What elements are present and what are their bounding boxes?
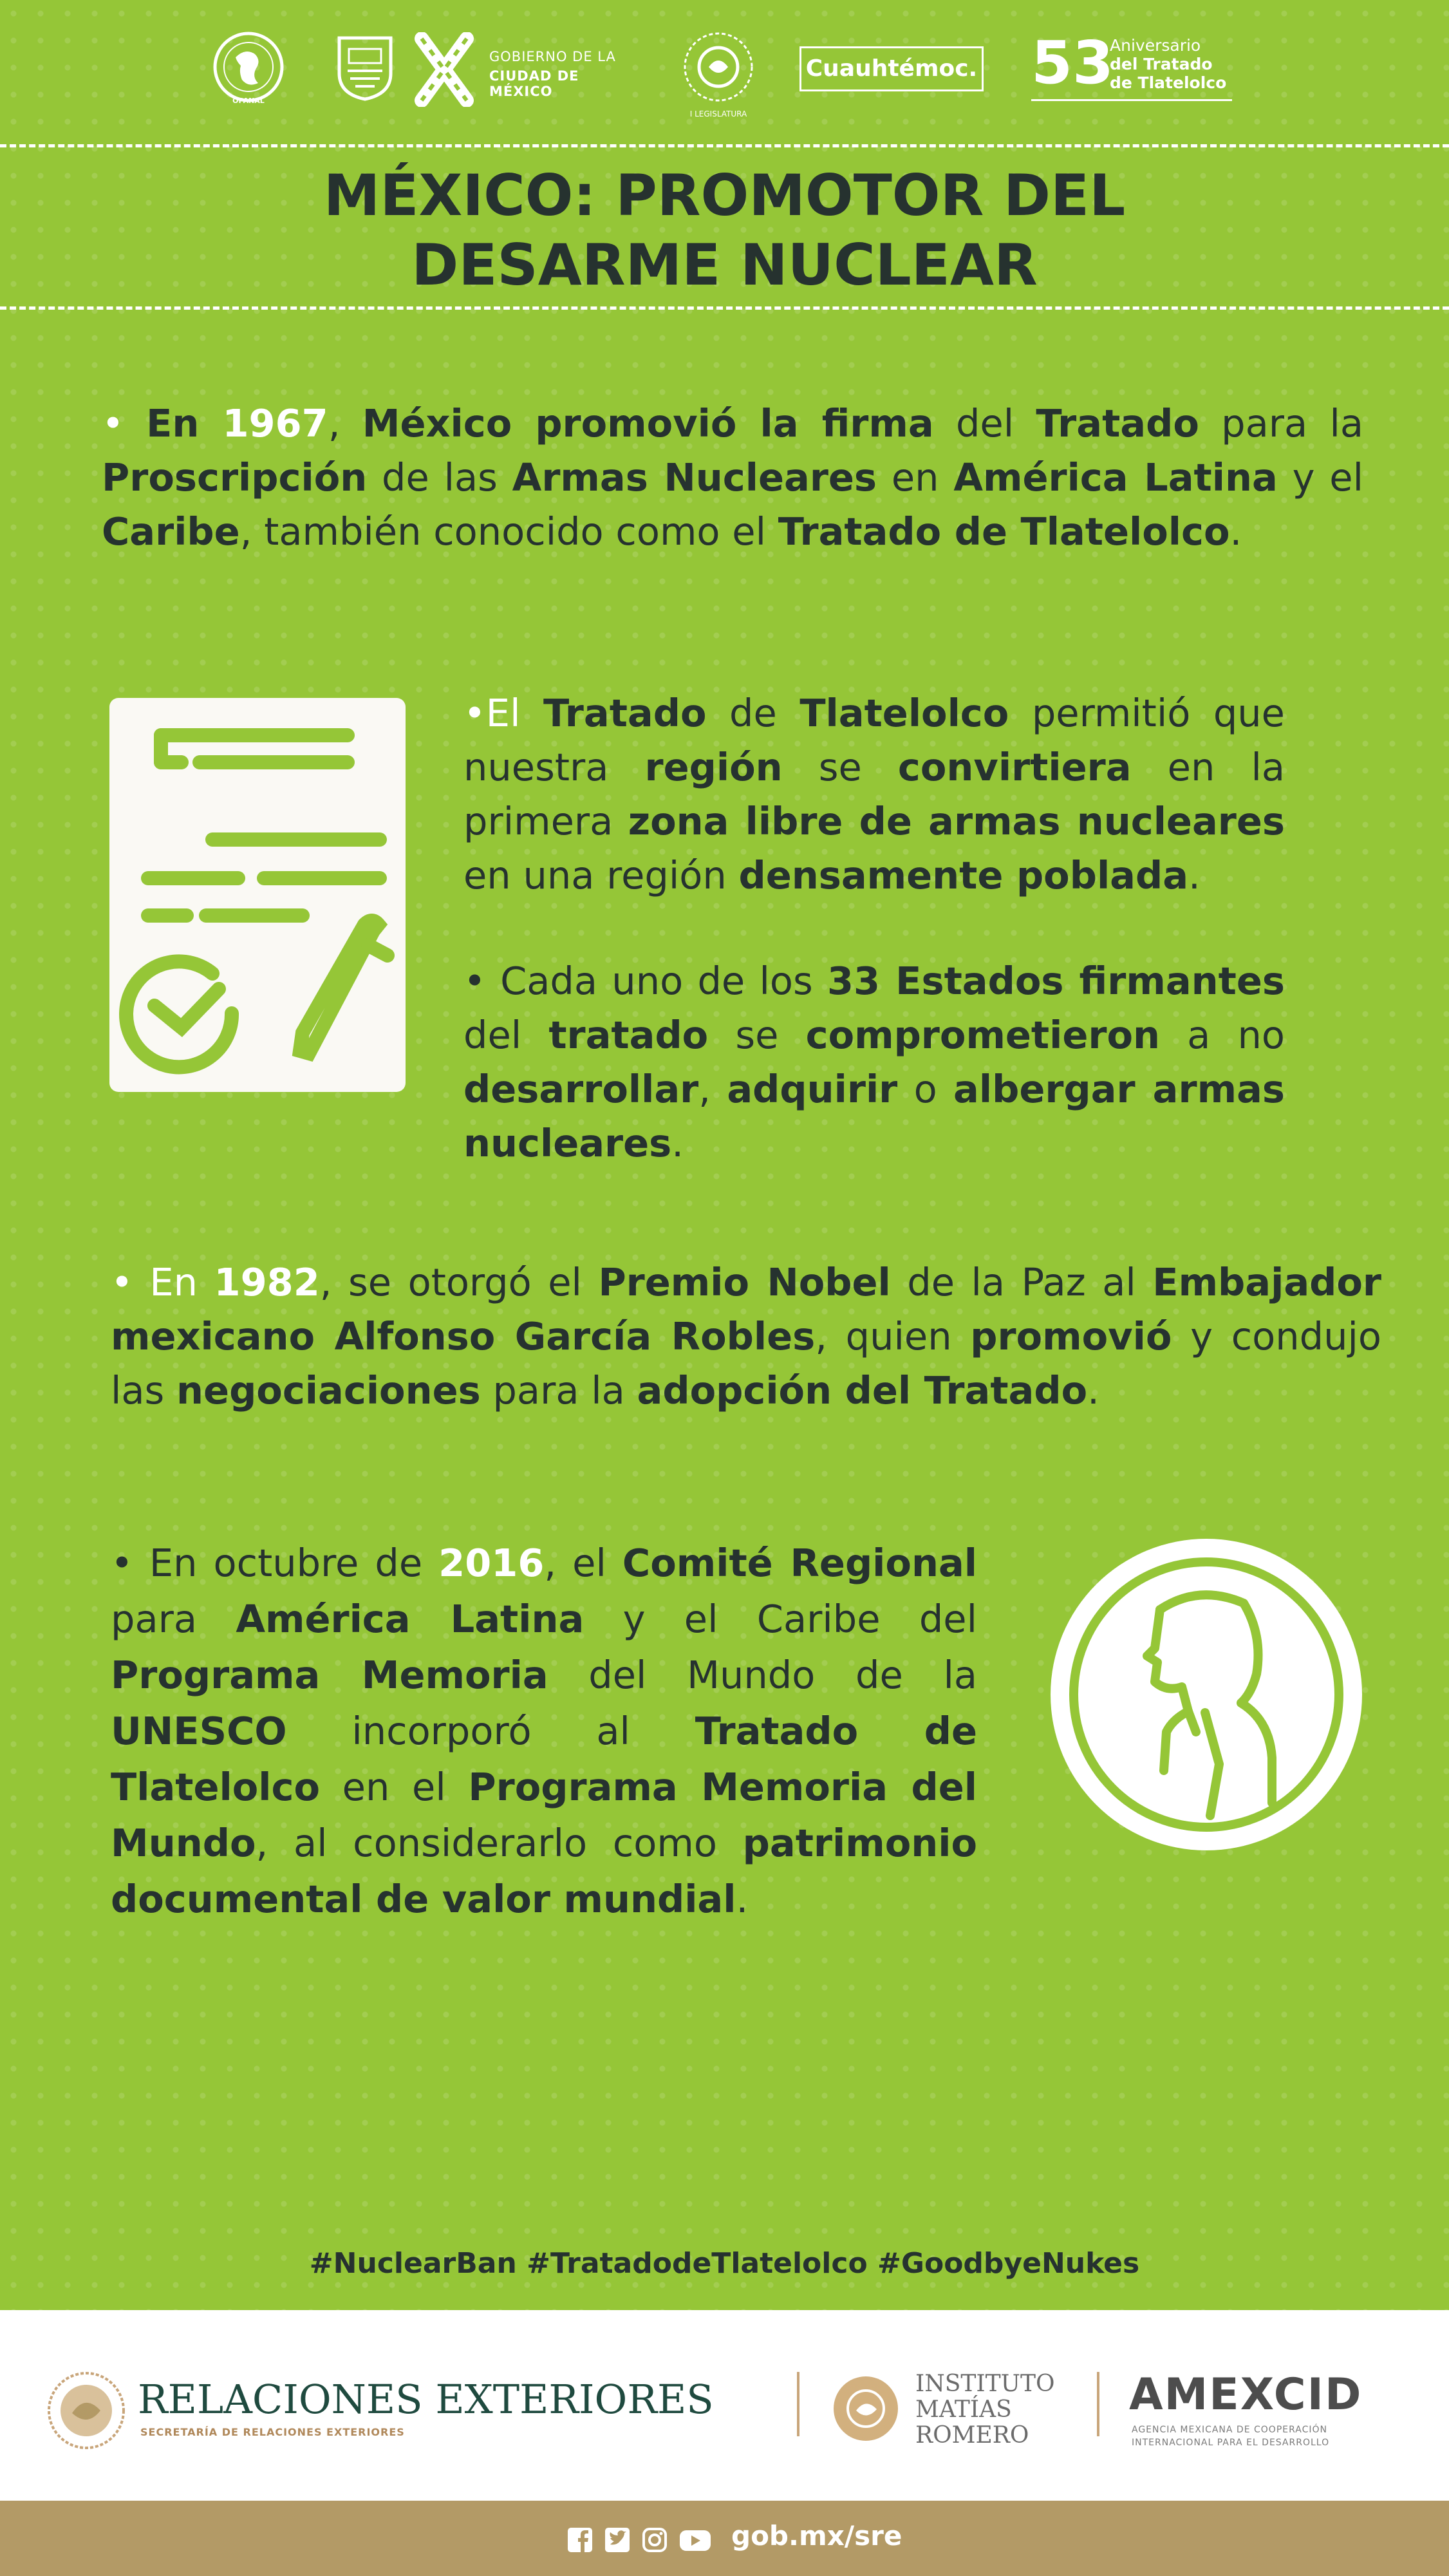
text-run: Comité Regional — [622, 1541, 977, 1585]
text-run: y el Caribe del — [584, 1597, 977, 1641]
text-run: para la — [1199, 401, 1363, 446]
text-run: Proscripción — [102, 455, 368, 500]
anniversary-line2: del Tratado — [1110, 55, 1213, 73]
congress-seal-logo — [680, 28, 757, 125]
tlatelolco-logo — [210, 28, 287, 112]
cdmx-logo-line2: CIUDAD DE MÉXICO — [489, 68, 579, 99]
text-run: desarrollar — [463, 1067, 699, 1111]
text-run: o — [897, 1067, 954, 1111]
text-run: negociaciones — [176, 1368, 481, 1413]
text-run: , — [698, 1067, 727, 1111]
text-run: . — [1188, 853, 1201, 898]
twitter-icon[interactable] — [605, 2528, 630, 2552]
imr-logo — [830, 2369, 1088, 2449]
section-nuclear-free-zone-text — [463, 686, 1285, 903]
text-run: del Mundo de la — [548, 1653, 977, 1697]
text-run: . — [736, 1877, 749, 1921]
amexcid-line2: INTERNACIONAL PARA EL DESARROLLO — [1132, 2438, 1330, 2448]
shield-logo — [336, 35, 394, 102]
year-highlight: 2016 — [438, 1541, 545, 1585]
text-run: albergar armas nucleares — [463, 1067, 1285, 1165]
text-run: promovió — [970, 1314, 1172, 1359]
text-run: adquirir — [727, 1067, 898, 1111]
text-run: convirtiera — [897, 745, 1132, 789]
text-run: para la — [480, 1368, 637, 1413]
year-highlight: 1967 — [222, 401, 328, 446]
anniversary-line1: Aniversario — [1110, 36, 1201, 55]
website-link[interactable]: gob.mx/sre — [731, 2520, 902, 2552]
text-run: . — [1087, 1368, 1099, 1413]
amexcid-line1: AGENCIA MEXICANA DE COOPERACIÓN — [1132, 2425, 1327, 2435]
text-run: , — [328, 401, 362, 446]
text-run: UNESCO — [111, 1709, 287, 1753]
text-run: Tratado — [543, 691, 707, 735]
text-run: a no — [1160, 1013, 1285, 1057]
text-run: •El — [463, 691, 544, 735]
text-run: región — [644, 745, 783, 789]
sre-subtitle: SECRETARÍA DE RELACIONES EXTERIORES — [140, 2426, 405, 2438]
text-run: de la Paz al — [890, 1260, 1153, 1304]
text-run: del — [933, 401, 1036, 446]
sre-logo — [46, 2371, 774, 2448]
tlatelolco-logo-caption: OPANAL — [232, 97, 265, 105]
text-run: y condujo las — [111, 1314, 1381, 1413]
imr-seal-icon — [830, 2373, 901, 2444]
page-title-line1: MÉXICO: PROMOTOR DEL — [323, 162, 1126, 229]
text-run: México promovió la firma — [362, 401, 934, 446]
text-run: , el — [544, 1541, 622, 1585]
text-run: de las — [367, 455, 512, 500]
instagram-icon[interactable] — [644, 2529, 666, 2551]
text-run: se — [782, 745, 898, 789]
text-run: densamente poblada — [738, 853, 1189, 898]
sre-title: RELACIONES EXTERIORES — [138, 2376, 714, 2423]
cuauhtemoc-logo — [799, 46, 984, 91]
signed-document-icon — [109, 698, 406, 1092]
text-run: tratado — [548, 1013, 709, 1057]
text-run: y el — [1277, 455, 1363, 500]
text-run: Tratado de Tlatelolco — [111, 1709, 978, 1809]
page-title — [0, 161, 1449, 300]
hashtags: #NuclearBan #TratadodeTlatelolco #GoodbyeNukes — [309, 2247, 1140, 2280]
cdmx-x-icon — [412, 32, 476, 107]
text-run: En — [146, 401, 223, 446]
footer-social-bar — [0, 2501, 1449, 2576]
text-run: zona libre de armas nucleares — [628, 799, 1285, 843]
cdmx-logo — [412, 32, 637, 109]
imr-line3: ROMERO — [915, 2422, 1029, 2449]
text-run: . — [1229, 509, 1242, 554]
text-run: Caribe — [102, 509, 240, 554]
text-run: adopción del Tratado — [637, 1368, 1088, 1413]
imr-line2: MATÍAS — [915, 2396, 1012, 2423]
footer-separator — [797, 2372, 799, 2436]
title-top-divider — [0, 144, 1449, 147]
text-run: Tlatelolco — [799, 691, 1009, 735]
footer-logos-bar — [0, 2310, 1449, 2501]
anniversary-number: 53 — [1031, 28, 1114, 97]
text-run: , al considerarlo como — [256, 1821, 743, 1865]
text-run: 33 Estados firmantes — [827, 959, 1285, 1003]
text-run: , también conocido como el — [239, 509, 778, 554]
title-bottom-divider — [0, 306, 1449, 310]
text-run: del — [463, 1013, 549, 1057]
text-run: en el — [320, 1765, 469, 1809]
shield-icon — [336, 35, 394, 102]
text-run: de — [706, 691, 800, 735]
anniversary-logo — [1030, 28, 1236, 103]
text-run: en la primera — [463, 745, 1285, 843]
text-run: Tratado de Tlatelolco — [778, 509, 1230, 554]
section-unesco-text — [111, 1535, 977, 1927]
text-run: en — [877, 455, 954, 500]
text-run: patrimonio documental de valor mundial — [111, 1821, 977, 1921]
text-run: permitió que nuestra — [463, 691, 1285, 789]
imr-line1: INSTITUTO — [915, 2371, 1055, 2397]
mexican-eagle-seal-icon — [46, 2371, 126, 2450]
amexcid-logo — [1129, 2369, 1412, 2447]
text-run: Tratado — [1036, 401, 1199, 446]
text-run: Armas Nucleares — [512, 455, 877, 500]
cuauhtemoc-logo-text: Cuauhtémoc. — [805, 55, 978, 82]
anniversary-line3: de Tlatelolco — [1110, 73, 1227, 92]
text-run: • Cada uno de los — [463, 959, 827, 1003]
text-run: Programa Memoria del Mundo — [111, 1765, 977, 1865]
footer-separator — [1097, 2372, 1099, 2436]
facebook-icon[interactable] — [568, 2528, 592, 2552]
text-run: incorporó al — [286, 1709, 695, 1753]
text-run: . — [671, 1121, 684, 1165]
text-run: en una región — [463, 853, 739, 898]
year-highlight: 1982 — [214, 1260, 320, 1304]
section-nobel-prize-text — [111, 1255, 1381, 1418]
eagle-seal-icon — [680, 28, 757, 106]
text-run: Premio Nobel — [598, 1260, 891, 1304]
text-run: • En octubre de — [111, 1541, 439, 1585]
portrait-medallion-icon — [1051, 1539, 1362, 1850]
text-run: para — [111, 1597, 236, 1641]
text-run: América Latina — [953, 455, 1278, 500]
congress-seal-caption: I LEGISLATURA — [689, 109, 747, 118]
text-run: , quien — [815, 1314, 971, 1359]
amexcid-title: AMEXCID — [1129, 2369, 1363, 2420]
anniversary-underline — [1031, 99, 1232, 101]
page-title-line2: DESARME NUCLEAR — [411, 232, 1038, 298]
text-run: Programa Memoria — [111, 1653, 548, 1697]
text-run: Embajador mexicano Alfonso García Robles — [111, 1260, 1381, 1359]
cdmx-logo-line1: GOBIERNO DE LA — [489, 49, 616, 64]
youtube-icon[interactable] — [680, 2530, 711, 2551]
text-run: se — [708, 1013, 806, 1057]
social-icons — [566, 2525, 721, 2553]
text-run: , se otorgó el — [319, 1260, 599, 1304]
text-run: • En — [111, 1260, 214, 1304]
section-1967-text — [102, 397, 1363, 559]
text-run: comprometieron — [805, 1013, 1161, 1057]
bullet: • — [102, 401, 147, 446]
text-run: América Latina — [236, 1597, 584, 1641]
section-signatory-states-text — [463, 954, 1285, 1170]
